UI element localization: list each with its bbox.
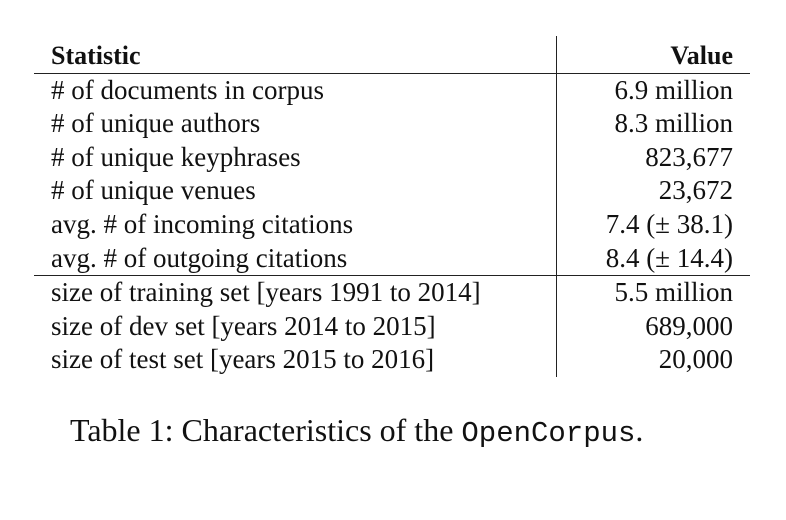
table-row [34, 73, 750, 107]
table-row [34, 242, 750, 276]
row-statistic: size of training set [years 1991 to 2014] [34, 276, 557, 310]
row-statistic: avg. # of incoming citations [51, 208, 354, 239]
row-statistic: # of documents in corpus [51, 74, 324, 105]
table-row [34, 141, 750, 175]
row-value: 823,677 [557, 141, 751, 175]
row-value: 6.9 million [557, 73, 751, 107]
row-value: 689,000 [557, 310, 751, 344]
table-caption [70, 410, 643, 454]
row-statistic: # of unique keyphrases [51, 141, 301, 172]
row-value: 8.3 million [557, 107, 751, 141]
row-statistic: # of unique authors [51, 108, 261, 139]
row-value: 5.5 million [557, 276, 751, 310]
caption-corpus-name: OpenCorpus [461, 417, 636, 450]
row-value: 7.4 (± 38.1) [557, 208, 751, 242]
statistics-table [34, 36, 750, 377]
table-row [34, 276, 750, 310]
table-header-row [34, 36, 750, 73]
header-value: Value [557, 36, 751, 73]
row-value: 23,672 [557, 174, 751, 208]
row-statistic: size of dev set [years 2014 to 2015] [51, 310, 436, 341]
table-row [34, 208, 750, 242]
table-row [34, 310, 750, 344]
caption-suffix: . [635, 412, 644, 448]
table-row [34, 107, 750, 141]
row-statistic: size of test set [years 2015 to 2016] [51, 344, 435, 375]
header-statistic: Statistic [34, 36, 557, 73]
row-value: 8.4 (± 14.4) [557, 242, 751, 276]
table-row [34, 343, 750, 377]
row-statistic: # of unique venues [51, 175, 256, 206]
row-value: 20,000 [557, 343, 751, 377]
caption-prefix: Table 1: Characteristics of the [70, 412, 462, 448]
row-statistic: avg. # of outgoing citations [51, 242, 348, 273]
table-row [34, 174, 750, 208]
